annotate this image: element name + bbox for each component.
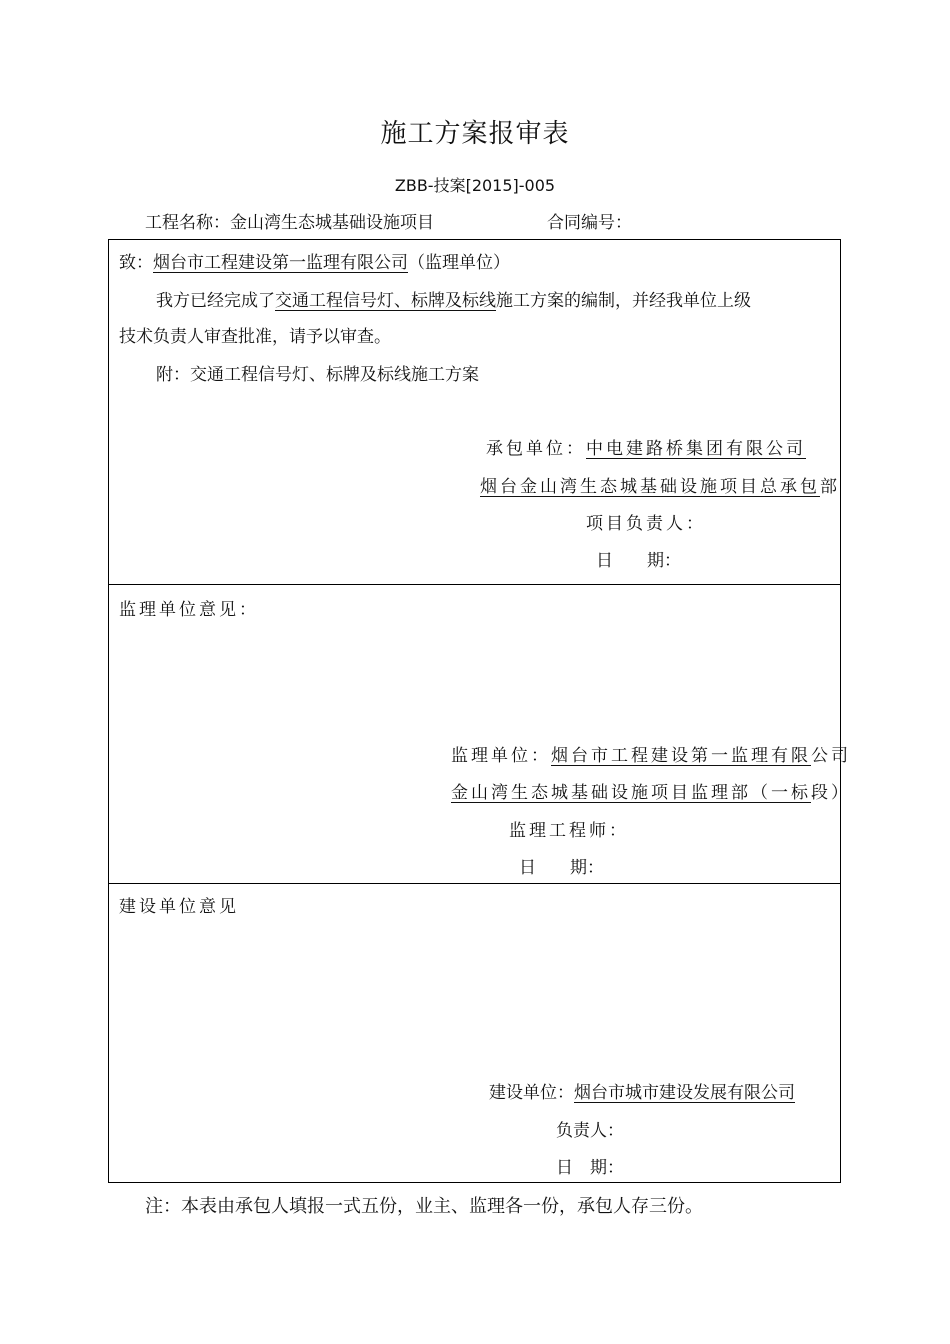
statement-suffix: 施工方案的编制，并经我单位上级 xyxy=(496,291,751,311)
supervisor-unit-value2: 金山湾生态城基础设施项目监理部（一标 xyxy=(451,783,811,803)
project-manager-label: 项目负责人： xyxy=(586,514,706,534)
owner-unit-value: 烟台市城市建设发展有限公司 xyxy=(574,1083,795,1103)
contract-number-label: 合同编号： xyxy=(547,213,632,233)
supervisor-section xyxy=(109,585,851,884)
project-name xyxy=(145,208,434,233)
contractor-unit-value: 中电建路桥集团有限公司 xyxy=(586,439,806,459)
supervising-engineer-label: 监理工程师： xyxy=(509,821,629,841)
supervisor-unit-value: 烟台市工程建设第一监理有限 xyxy=(551,746,811,766)
review-form-table xyxy=(108,239,851,1183)
owner-date-label: 日 期： xyxy=(556,1158,624,1178)
statement-prefix: 我方已经完成了 xyxy=(156,291,275,311)
supervisor-unit-value2-tail: 段） xyxy=(811,783,851,803)
statement-item: 交通工程信号灯、标牌及标线 xyxy=(275,291,496,311)
project-name-label: 工程名称： xyxy=(145,213,230,233)
addressee-value: 烟台市工程建设第一监理有限公司 xyxy=(153,253,408,273)
addressee-suffix: （监理单位） xyxy=(408,253,510,273)
submission-statement xyxy=(156,286,751,311)
addressee-line xyxy=(119,248,510,273)
contractor-unit-line2 xyxy=(480,472,840,497)
supervisor-unit-label: 监理单位： xyxy=(451,746,551,766)
supervisor-unit-line xyxy=(451,741,851,766)
owner-unit-label: 建设单位： xyxy=(489,1083,574,1103)
contractor-unit-line xyxy=(486,434,806,459)
submission-statement-line2: 技术负责人审查批准，请予以审查。 xyxy=(119,327,391,347)
supervisor-opinion-heading: 监理单位意见： xyxy=(119,600,259,620)
page-title: 施工方案报审表 xyxy=(380,119,570,149)
document-number: ZBB-技案[2015]-005 xyxy=(394,176,556,195)
supervisor-unit-line2 xyxy=(451,778,851,803)
supervisor-date-label: 日 期： xyxy=(519,858,604,878)
contractor-section xyxy=(109,240,840,585)
supervisor-unit-value-tail: 公司 xyxy=(811,746,851,766)
owner-person-label: 负责人： xyxy=(556,1121,624,1141)
project-name-value: 金山湾生态城基础设施项目 xyxy=(230,213,434,233)
contractor-unit-label: 承包单位： xyxy=(486,439,586,459)
contractor-date-label: 日 期： xyxy=(596,551,681,571)
contractor-unit-value2-tail: 部 xyxy=(820,477,840,497)
owner-opinion-heading: 建设单位意见 xyxy=(119,897,239,917)
owner-unit-line xyxy=(489,1078,795,1103)
addressee-label: 致： xyxy=(119,253,153,273)
attachment-note: 附：交通工程信号灯、标牌及标线施工方案 xyxy=(156,365,479,385)
contractor-unit-value2: 烟台金山湾生态城基础设施项目总承包 xyxy=(480,477,820,497)
footnote: 注：本表由承包人填报一式五份，业主、监理各一份，承包人存三份。 xyxy=(145,1196,703,1217)
owner-section xyxy=(109,884,840,1182)
